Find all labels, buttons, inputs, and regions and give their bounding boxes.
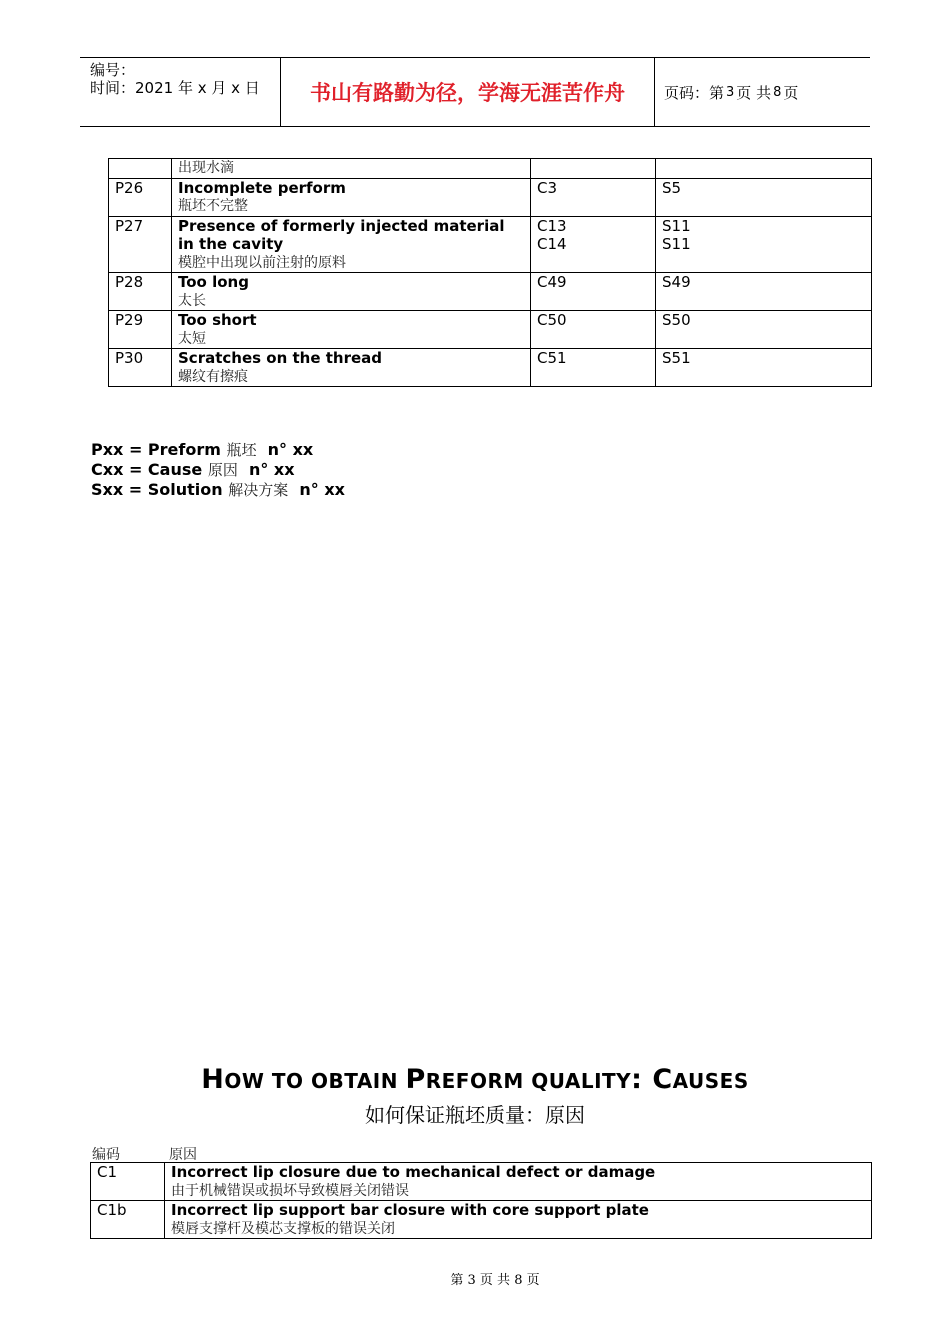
solution-refs <box>656 178 872 216</box>
legend <box>91 440 345 500</box>
problem-code <box>109 159 172 179</box>
problem-en: Incomplete perform <box>178 178 346 197</box>
cause-ref: C51 <box>537 349 567 367</box>
cause-refs <box>531 311 656 349</box>
problem-en: Too short <box>178 311 257 329</box>
section-title: HOW TO OBTAIN PREFORM QUALITY: CAUSES <box>201 1064 749 1095</box>
legend-solution: Sxx = Solution 解决方案 n° xx <box>91 480 345 499</box>
cause-refs <box>531 273 656 311</box>
table-row <box>109 159 872 179</box>
solution-ref: S11 <box>662 216 691 235</box>
solution-refs <box>656 216 872 273</box>
cause-ref: C3 <box>537 178 558 197</box>
page-header <box>80 57 870 127</box>
table-row <box>91 1201 872 1239</box>
page-footer: 第 3 页 共 8 页 <box>450 1273 540 1288</box>
cause-description <box>165 1163 872 1201</box>
page-number: 3 <box>726 84 735 100</box>
cause-description <box>165 1201 872 1239</box>
cause-code: C1 <box>91 1163 165 1201</box>
solution-ref: S51 <box>662 349 691 367</box>
problem-code: P29 <box>109 311 172 349</box>
number-label: 编号： <box>90 61 136 79</box>
motto-text: 书山有路勤为径，学海无涯苦作舟 <box>310 80 625 105</box>
problem-description <box>172 178 531 216</box>
problem-description <box>172 349 531 387</box>
cause-zh: 由于机械错误或损坏导致模唇关闭错误 <box>171 1182 409 1199</box>
problem-code: P30 <box>109 349 172 387</box>
cause-refs <box>531 216 656 273</box>
solution-ref: S49 <box>662 273 691 291</box>
problem-zh: 模腔中出现以前注射的原料 <box>178 254 346 271</box>
solution-refs <box>656 159 872 179</box>
time-label: 时间：2021 年 x 月 x 日 <box>90 79 260 97</box>
problem-description <box>172 311 531 349</box>
legend-preform: Pxx = Preform 瓶坯 n° xx <box>91 440 314 459</box>
table-row <box>109 273 872 311</box>
solution-refs <box>656 311 872 349</box>
causes-table <box>90 1162 872 1239</box>
cause-code: C1b <box>91 1201 165 1239</box>
solution-ref: S5 <box>662 178 682 197</box>
header-motto <box>281 58 655 126</box>
problem-description <box>172 273 531 311</box>
problem-zh: 出现水滴 <box>178 160 234 176</box>
legend-cause: Cxx = Cause 原因 n° xx <box>91 460 295 479</box>
cause-refs <box>531 159 656 179</box>
cause-ref: C49 <box>537 273 567 291</box>
cause-zh: 模唇支撑杆及模芯支撑板的错误关闭 <box>171 1220 395 1237</box>
header-page-info <box>655 58 879 126</box>
cause-en: Incorrect lip closure due to mechanical defect or damage <box>171 1163 656 1181</box>
solution-refs <box>656 273 872 311</box>
solution-refs <box>656 349 872 387</box>
table-row <box>109 349 872 387</box>
table-row <box>109 178 872 216</box>
header-meta <box>80 58 281 126</box>
problem-zh: 太长 <box>178 292 206 309</box>
cause-refs <box>531 178 656 216</box>
col-header-cause: 原因 <box>169 1147 197 1163</box>
solution-ref: S11 <box>662 235 691 253</box>
problems-table <box>108 158 872 387</box>
page-suffix: 页 <box>783 83 799 102</box>
problem-zh: 太短 <box>178 330 206 347</box>
page-mid: 页 共 <box>736 83 772 102</box>
col-header-code: 编码 <box>92 1147 120 1163</box>
problem-code: P26 <box>109 178 172 216</box>
cause-ref: C13 <box>537 216 567 235</box>
cause-ref: C50 <box>537 311 567 329</box>
cause-ref: C14 <box>537 235 567 253</box>
section-title-zh: 如何保证瓶坯质量：原因 <box>365 1103 585 1127</box>
problem-zh: 螺纹有擦痕 <box>178 368 248 385</box>
problem-description <box>172 216 531 273</box>
problem-code: P27 <box>109 216 172 273</box>
table-row <box>91 1163 872 1201</box>
page-prefix: 页码：第 <box>664 83 725 102</box>
problem-zh: 瓶坯不完整 <box>178 198 248 214</box>
table-row <box>109 216 872 273</box>
cause-refs <box>531 349 656 387</box>
cause-en: Incorrect lip support bar closure with core support plate <box>171 1201 649 1219</box>
problem-en: Scratches on the thread <box>178 349 383 367</box>
solution-ref: S50 <box>662 311 691 329</box>
problem-en: Too long <box>178 273 249 291</box>
page-total: 8 <box>773 84 782 100</box>
table-row <box>109 311 872 349</box>
problem-en: Presence of formerly injected material in the cavity <box>178 216 505 253</box>
problem-description <box>172 159 531 179</box>
problem-code: P28 <box>109 273 172 311</box>
